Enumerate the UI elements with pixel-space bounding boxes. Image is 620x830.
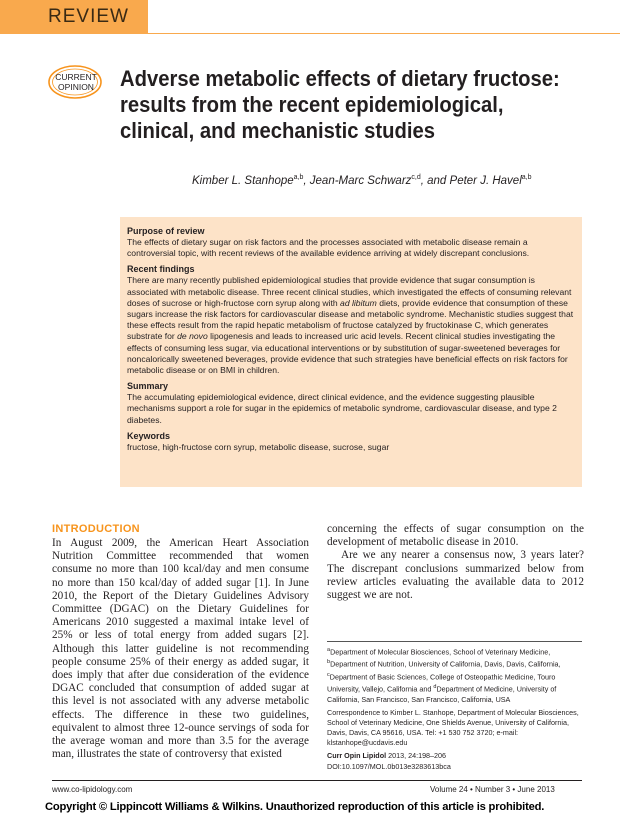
body-paragraph: Are we any nearer a consensus now, 3 years later? The discrepant conclusions summarized below from review articles evaluating the available data to 2012 suggest we are not. xyxy=(327,549,584,602)
affiliation-text: Department of Basic Sciences, College of Osteopathic Medicine, Touro University, Vallejo, California and xyxy=(327,672,556,694)
summary-heading: Summary xyxy=(127,381,169,392)
affiliation-text: Department of Nutrition, University of California, Davis, Davis, California, xyxy=(330,659,561,669)
issue-info: Volume 24 • Number 3 • June 2013 xyxy=(430,785,555,794)
current-opinion-logo xyxy=(47,64,103,100)
findings-emphasis: ad libitum xyxy=(340,297,377,308)
journal-abbrev: Curr Opin Lipidol xyxy=(327,750,387,760)
introduction-heading: INTRODUCTION xyxy=(52,523,140,535)
findings-text-part: diets, provide evidence that consumption of these sugars increase the risk factors for cardiovascular disease and metabolic syndrome. Mechanistic studies suggest that these effects result from the rapid hepatic metabolism of fructose catalyzed by fructokinase C, which generates substrate for xyxy=(127,297,574,342)
affiliation-list xyxy=(327,645,584,705)
body-paragraph: concerning the effects of sugar consumption on the development of metabolic disease in 2010. xyxy=(327,523,584,549)
body-column-right xyxy=(327,523,584,602)
affiliations-block xyxy=(327,645,584,775)
author-affiliation-mark: c,d xyxy=(411,174,421,181)
copyright-notice: Copyright © Lippincott Williams & Wilkins. Unauthorized reproduction of this article is prohibited. xyxy=(45,801,545,813)
purpose-heading: Purpose of review xyxy=(127,226,205,236)
author-affiliation-mark: a,b xyxy=(293,174,304,181)
affiliation-text: Department of Medicine, University of California, San Francisco, San Francisco, California, USA xyxy=(327,684,557,704)
summary-text: The accumulating epidemiological evidence, direct clinical evidence, and the evidence suggesting plausible mechanisms support a role for sugar in the epidemics of metabolic syndrome, cardiovascular disease, and type 2 diabetes. xyxy=(127,392,557,425)
affiliation-text: Department of Molecular Biosciences, School of Veterinary Medicine, xyxy=(330,647,551,657)
author-affiliation-mark: a,b xyxy=(521,174,532,181)
author-name: and Peter J. Havel xyxy=(427,174,522,187)
author-list: Kimber L. Stanhope$^{a,b}$, Jean-Marc Schwarz$^{c,d}$, and Peter J. Havel$^{a,b}$ xyxy=(192,174,532,187)
affiliation-mark: b xyxy=(327,659,331,666)
keywords-text: fructose, high-fructose corn syrup, metabolic disease, sucrose, sugar xyxy=(127,441,390,452)
doi: DOI:10.1097/MOL.0b013e3283613bca xyxy=(327,761,451,771)
section-tab xyxy=(0,0,148,34)
affiliation-mark: c xyxy=(327,671,330,678)
author-name: Kimber L. Stanhope xyxy=(192,174,294,187)
section-tab-label: REVIEW xyxy=(48,6,129,27)
citation-details: 2013, 24:198–206 xyxy=(386,750,447,760)
affiliation-rule xyxy=(327,641,582,642)
footer-rule xyxy=(52,780,582,781)
citation xyxy=(327,751,584,761)
introduction-paragraph: In August 2009, the American Heart Association Nutrition Committee recommended that women consume no more than 100 kcal/day and men consume no more than 150 kcal/day of added sugar [1]. In June 2010, the Report of the Dietary Guidelines Advisory Committee (DGAC) on the Dietary Guidelines for Americans 2010 suggested a maximal intake level of 25% or less of total energy from added sugars [2]. Although this latter guideline is not recommending people consume 25% of their energy as added sugar, it does imply that after due consideration of the evidence DGAC concluded that consumption of added sugar at this level is not associated with any adverse metabolic effects. The difference in these two guidelines, equivalent to almost three 12-ounce servings of soda for the average woman and more than 3.5 for the average man, illustrates the state of controversy that existed xyxy=(52,537,309,761)
affiliation-mark: d xyxy=(433,684,437,691)
findings-heading: Recent findings xyxy=(127,264,195,275)
author-name: Jean-Marc Schwarz xyxy=(309,174,412,187)
findings-text-part: There are many recently published epidemiological studies that provide evidence that sugar consumption is associated with metabolic disease. Three recent clinical studies, which investigated the effects of consuming relevant doses of sucrose or high-fructose corn syrup along with xyxy=(127,275,572,308)
journal-website[interactable]: www.co-lipidology.com xyxy=(52,785,133,794)
logo-text-current: CURRENT xyxy=(55,72,97,82)
findings-text-part: lipogenesis and leads to increased uric acid levels. Recent clinical studies investigating the effects of consuming less sugar, via educational interventions or by substitution of sugar-sweetened beverages for noncalorically sweetened beverages, provide evidence that such strategies have beneficial effects on risk factors for metabolic disease or on BMI in children. xyxy=(127,331,568,376)
affiliation-mark: a xyxy=(327,647,331,653)
abstract-box xyxy=(120,217,582,487)
header-rule xyxy=(148,33,620,34)
correspondence: Correspondence to Kimber L. Stanhope, Department of Molecular Biosciences, School of Veterinary Medicine, One Shields Avenue, University of California, Davis, Davis, CA 95616, USA. Tel: +1 530 752 3720; e-mail: klstanhope@ucdavis.edu xyxy=(327,707,579,747)
purpose-text: The effects of dietary sugar on risk factors and the processes associated with metabolic disease remain a controversial topic, with recent reviews of the available evidence arriving at widely discrepant conclusions. xyxy=(127,237,530,259)
findings-text xyxy=(127,275,575,376)
body-column-left xyxy=(52,523,309,761)
keywords-heading: Keywords xyxy=(127,430,171,441)
findings-emphasis: de novo xyxy=(177,331,208,342)
logo-text-opinion: OPINION xyxy=(58,82,94,92)
article-title: Adverse metabolic effects of dietary fructose: results from the recent epidemiological, clinical, and mechanistic studies xyxy=(120,66,560,143)
